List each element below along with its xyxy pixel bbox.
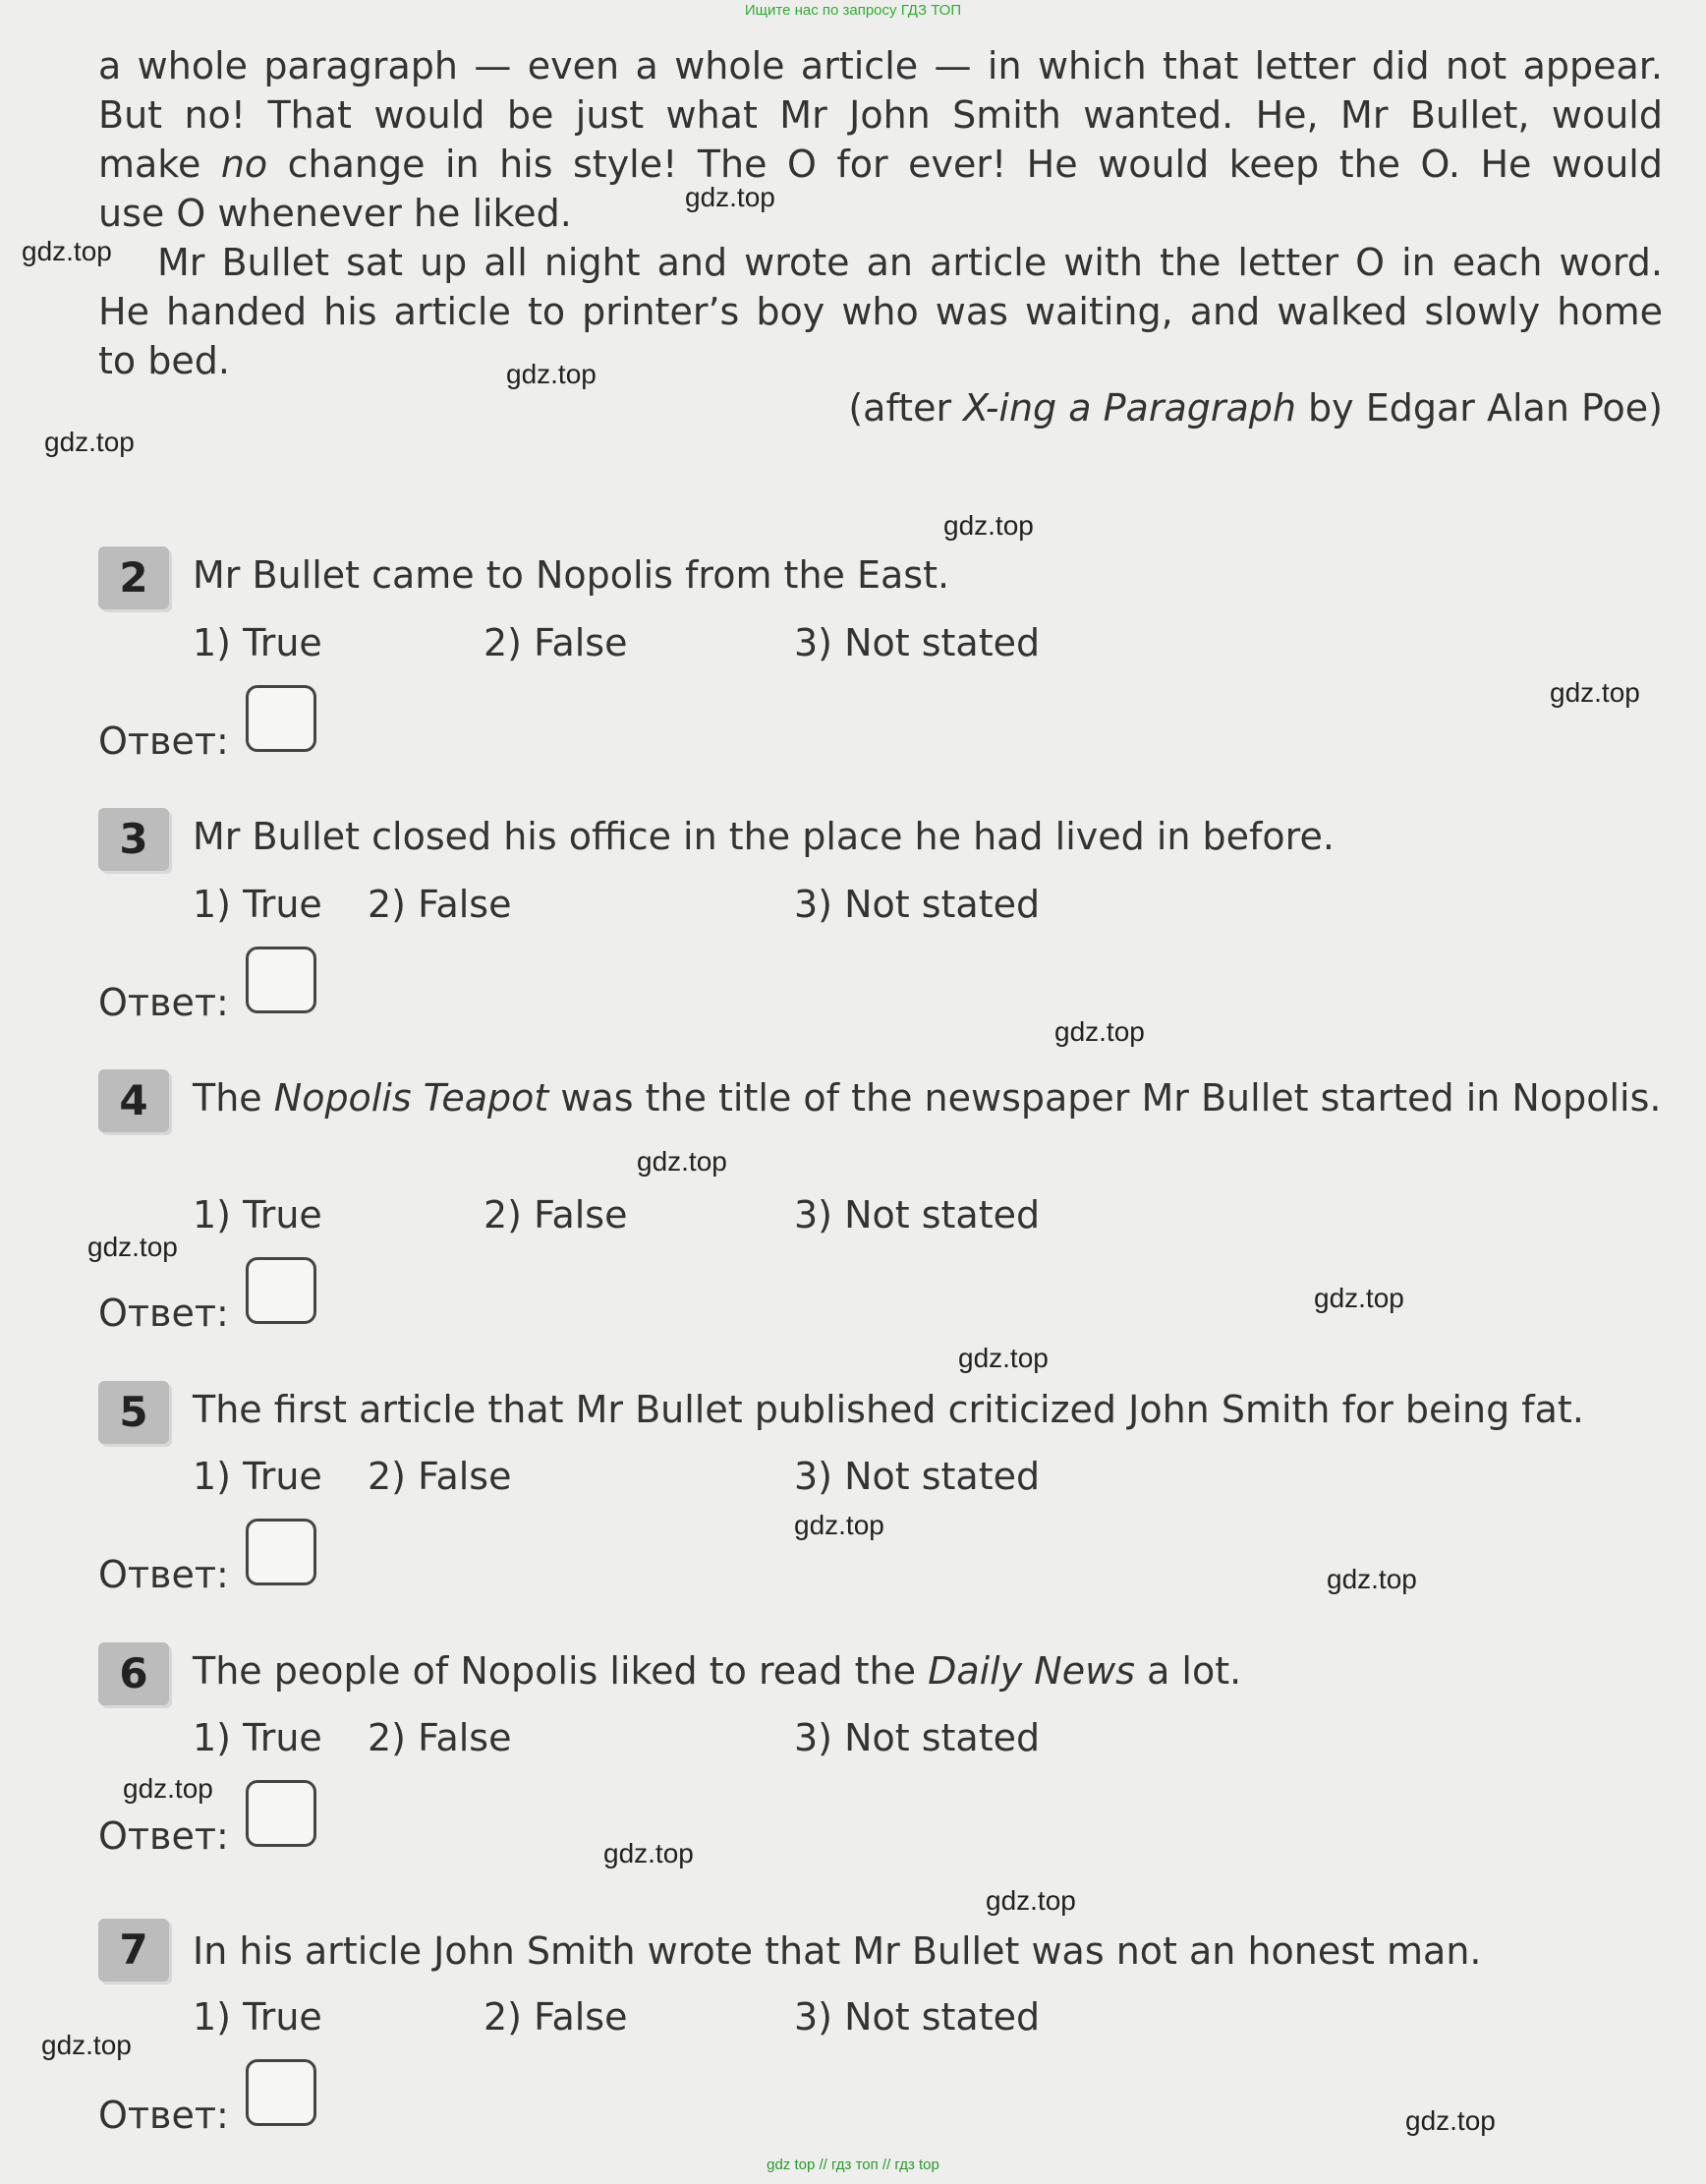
passage-paragraph-1 [98, 41, 1663, 238]
top-banner[interactable]: Ищите нас по запросу ГДЗ ТОП [744, 2, 962, 19]
attribution: (after X-ing a Paragraph by Edgar Alan Poe) [848, 386, 1663, 430]
answer-box[interactable] [246, 947, 316, 1013]
watermark: gdz.top [986, 1885, 1076, 1916]
question-text: The people of Nopolis liked to read the Daily News a lot. [193, 1649, 1242, 1693]
option-true: 1) True [193, 1995, 322, 2039]
watermark: gdz.top [1054, 1016, 1145, 1047]
question-text: The first article that Mr Bullet published criticized John Smith for being fat. [193, 1388, 1584, 1431]
passage-line: to bed. [98, 339, 230, 382]
watermark: gdz.top [44, 427, 135, 457]
answer-label: Ответ: [98, 981, 229, 1024]
option-true: 1) True [193, 1193, 322, 1236]
watermark: gdz.top [506, 359, 597, 389]
option-not-stated: 3) Not stated [794, 883, 1041, 926]
watermark: gdz.top [1405, 2105, 1496, 2136]
question-number-badge: 2 [98, 546, 169, 609]
option-true: 1) True [193, 883, 322, 926]
answer-box[interactable] [246, 1257, 316, 1324]
question-number-badge: 6 [98, 1642, 169, 1705]
option-not-stated: 3) Not stated [794, 1995, 1041, 2039]
answer-label: Ответ: [98, 1292, 229, 1335]
answer-label: Ответ: [98, 2094, 229, 2137]
question-text: In his article John Smith wrote that Mr Bullet was not an honest man. [193, 1929, 1482, 1973]
answer-box[interactable] [246, 685, 316, 752]
passage-line: But no! That would be just what Mr John Smith wanted. He, Mr Bullet, would [98, 93, 1663, 137]
watermark: gdz.top [603, 1838, 694, 1868]
passage-line: make no change in his style! The O for ever! He would keep the O. He would [98, 143, 1663, 186]
option-not-stated: 3) Not stated [794, 1193, 1041, 1236]
answer-label: Ответ: [98, 1814, 229, 1858]
watermark: gdz.top [41, 2030, 132, 2060]
answer-box[interactable] [246, 2059, 316, 2126]
question-number-badge: 3 [98, 808, 169, 871]
watermark: gdz.top [87, 1232, 178, 1262]
bottom-banner[interactable]: gdz top // гдз топ // гдз top [767, 2156, 939, 2173]
question-text: Mr Bullet closed his office in the place he had lived in before. [193, 815, 1335, 858]
passage-line: use O whenever he liked. [98, 192, 572, 235]
question-number-badge: 4 [98, 1069, 169, 1132]
option-not-stated: 3) Not stated [794, 1716, 1041, 1759]
option-true: 1) True [193, 1455, 322, 1498]
passage-line: a whole paragraph — even a whole article — in which that letter did not appear. [98, 44, 1663, 87]
answer-label: Ответ: [98, 1553, 229, 1596]
watermark: gdz.top [1550, 677, 1640, 708]
option-not-stated: 3) Not stated [794, 621, 1041, 664]
option-false: 2) False [483, 621, 628, 664]
answer-label: Ответ: [98, 719, 229, 763]
question-text: Mr Bullet came to Nopolis from the East. [193, 553, 950, 597]
watermark: gdz.top [958, 1343, 1049, 1373]
watermark: gdz.top [22, 236, 112, 266]
answer-box[interactable] [246, 1780, 316, 1847]
option-true: 1) True [193, 1716, 322, 1759]
option-false: 2) False [368, 1455, 512, 1498]
option-false: 2) False [483, 1995, 628, 2039]
watermark: gdz.top [943, 510, 1034, 541]
watermark: gdz.top [123, 1773, 213, 1804]
passage-line: Mr Bullet sat up all night and wrote an article with the letter O in each word. [157, 241, 1663, 284]
option-false: 2) False [368, 1716, 512, 1759]
watermark: gdz.top [1314, 1283, 1404, 1313]
passage-paragraph-2 [98, 238, 1663, 385]
question-number-badge: 5 [98, 1381, 169, 1444]
option-false: 2) False [483, 1193, 628, 1236]
watermark: gdz.top [685, 182, 775, 212]
option-not-stated: 3) Not stated [794, 1455, 1041, 1498]
passage-line: He handed his article to printer’s boy who was waiting, and walked slowly home [98, 290, 1663, 333]
watermark: gdz.top [1327, 1564, 1417, 1594]
answer-box[interactable] [246, 1519, 316, 1585]
watermark: gdz.top [637, 1146, 727, 1177]
option-false: 2) False [368, 883, 512, 926]
question-text: The Nopolis Teapot was the title of the newspaper Mr Bullet started in Nopolis. [193, 1076, 1662, 1120]
option-true: 1) True [193, 621, 322, 664]
watermark: gdz.top [794, 1510, 884, 1540]
question-number-badge: 7 [98, 1919, 169, 1982]
